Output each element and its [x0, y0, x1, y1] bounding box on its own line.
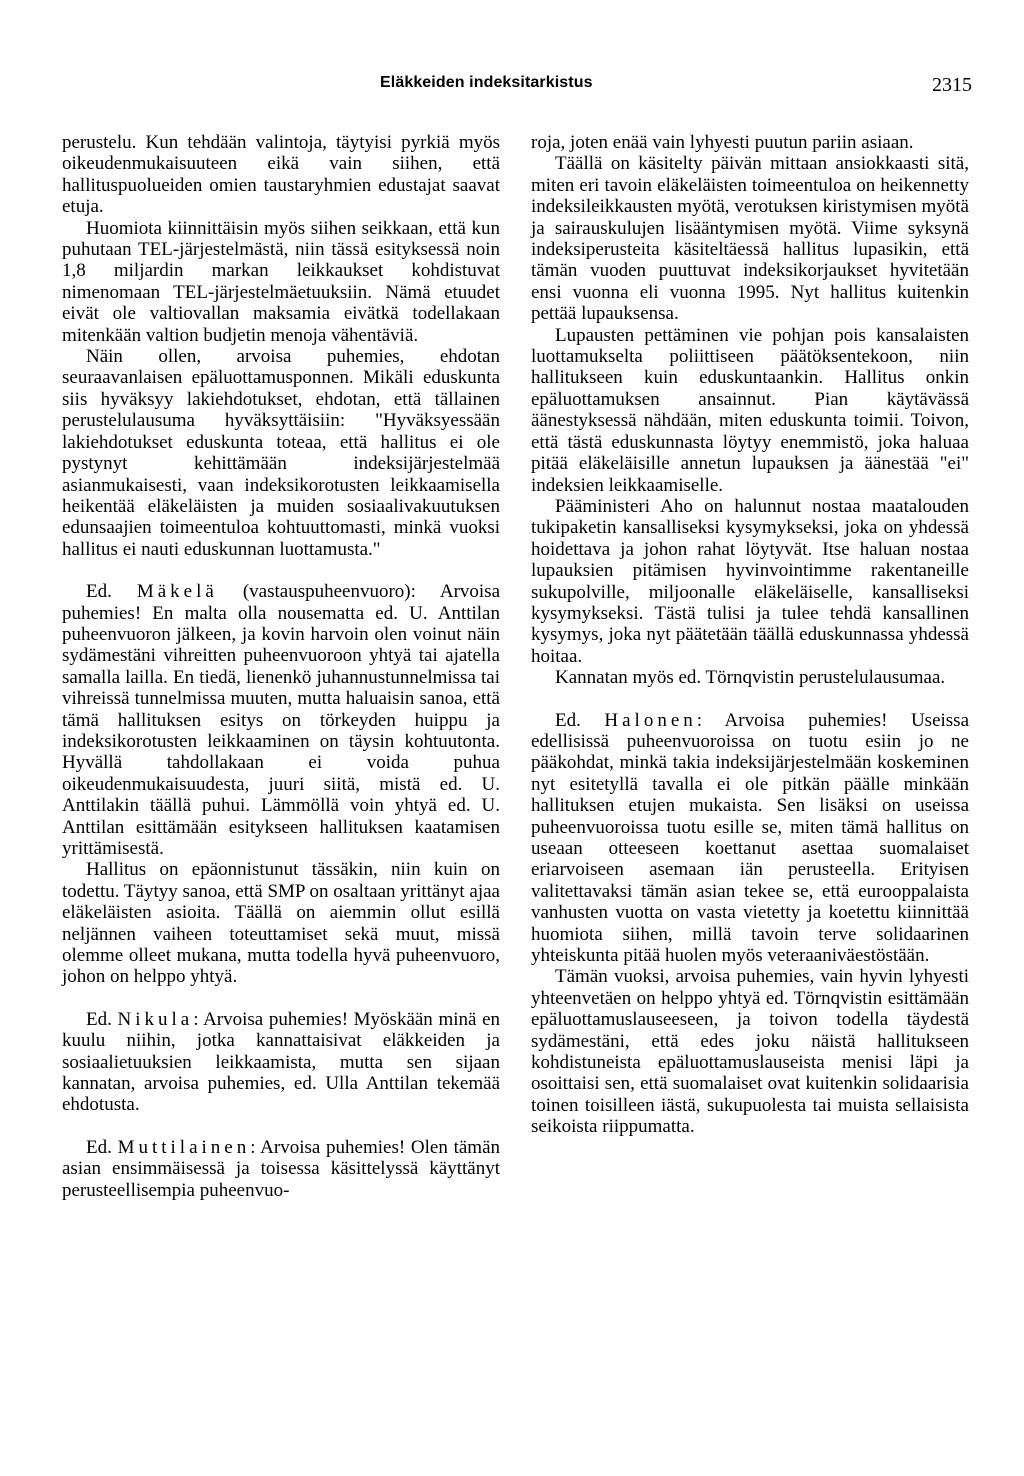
- paragraph: Pääministeri Aho on halunnut nostaa maatalouden tukipaketin kansalliseksi kysymykseksi, joka on yhdessä hoidettava ja johon rahat löytyvät. Itse haluan nostaa lupauksien pitämisen hyvinvointimme rakentaneille sukupolville, miljoonalle eläkeläiselle, kansalliseksi kysymykseksi. Tästä tulisi ja tulee tehdä kansallinen kysymys, joka nyt päätetään täällä eduskunnassa yhdessä hoitaa.: [531, 495, 969, 667]
- speaker-name: Halonen: [604, 709, 697, 731]
- speaker-prefix: Ed.: [86, 1008, 112, 1030]
- speaker-name: Nikula: [117, 1008, 194, 1030]
- running-title: Eläkkeiden indeksitarkistus: [380, 74, 593, 91]
- left-column: [62, 132, 500, 1201]
- speech-text: : Arvoisa puhemies! Myöskään minä en kuulu niihin, jotka kannattaisivat eläkkeiden ja sosiaalietuuksien leikkaamista, mutta sen sijaan kannatan, arvoisa puhemies, ed. Ulla Anttilan tekemää ehdotusta.: [62, 1008, 501, 1116]
- paragraph: Tämän vuoksi, arvoisa puhemies, vain hyvin lyhyesti yhteenvetäen on helppo yhtyä ed. Törnqvistin esittämään epäluottamuslauseeseen, ja toivon todella täydestä sydämestäni, että edes joku näistä hallitukseen kohdistuneista epäluottamuslauseista menisi läpi ja osoittaisi sen, että suomalaiset ovat kuitenkin solidaarisia toinen toisilleen iästä, sukupuolesta tai muista sellaisista seikoista riippumatta.: [531, 966, 969, 1138]
- paragraph: roja, joten enää vain lyhyesti puutun pariin asiaan.: [531, 132, 914, 153]
- speaker-prefix: Ed.: [555, 709, 581, 731]
- paragraph: Hallitus on epäonnistunut tässäkin, niin kuin on todettu. Täytyy sanoa, että SMP on osaltaan yrittänyt ajaa eläkeläisten asioita. Täällä on aiemmin ollut esillä neljännen vaiheen toteuttamiset sekä muut, missä olemme olleet mukana, mutta todella hyvä puheenvuoro, johon on helppo yhtyä.: [62, 859, 500, 988]
- speech-text: : Arvoisa puhemies! Useissa edellisissä puheenvuoroissa on tuotu esiin jo ne pääkohdat, minkä takia indeksijärjestelmään koskeminen nyt esitetyllä tavalla ei ole pitkän päälle minkään hallituksen etujen mukaista. Sen lisäksi on useissa puheenvuoroissa tuotu esille se, miten tämä hallitus on useaan otteeseen koettanut asettaa suomalaiset eriarvoiseen asemaan iän perusteella. Erityisen valitettavaksi tämän asian tekee se, että eurooppalaista vanhusten vuotta on vasta vietetty ja koetettu kiinnittää huomiota siihen, millä tavoin terve solidaarinen yhteiskunta pitää huolen myös veteraaniväestöstään.: [531, 709, 969, 967]
- speaker-prefix: Ed.: [86, 1136, 112, 1158]
- speech-nikula: [62, 1009, 500, 1116]
- speech-makela: [62, 581, 500, 859]
- paragraph: Näin ollen, arvoisa puhemies, ehdotan seuraavanlaisen epäluottamusponnen. Mikäli eduskunta siis hyväksyy lakiehdotukset, ehdotan, että tällainen perustelulausuma hyväksyttäisiin: "Hyväksyessään lakiehdotukset eduskunta toteaa, että hallitus ei ole pystynyt kehittämään indeksijärjestelmää asianmukaisesti, vaan indeksikorotusten leikkaamisella heikentää eläkeläisten ja muiden sosiaalivakuutuksen edunsaajien toimeentuloa kohtuuttomasti, minkä vuoksi hallitus ei nauti eduskunnan luottamusta.": [62, 346, 500, 560]
- paragraph: Lupausten pettäminen vie pohjan pois kansalaisten luottamukselta poliittiseen päätöksentekoon, niin hallitukseen kuin eduskuntaankin. Hallitus onkin epäluottamuksen ansainnut. Pian käytävässä äänestyksessä nähdään, miten eduskunta toimii. Toivon, että tästä eduskunnasta löytyy enemmistö, joka haluaa pitää eläkeläisille annetun lupauksen ja äänestää "ei" indeksien leikkaamiselle.: [531, 324, 969, 496]
- paragraph: Huomiota kiinnittäisin myös siihen seikkaan, että kun puhutaan TEL-järjestelmästä, niin tässä esityksessä noin 1,8 miljardin markan leikkaukset kohdistuvat nimenomaan TEL-järjestelmäetuuksiin. Nämä etuudet eivät ole valtiovallan maksamia eivätkä todellakaan mitenkään valtion budjetin menoja vähentäviä.: [62, 217, 500, 346]
- right-column: [531, 132, 969, 1138]
- speech-text: (vastauspuheenvuoro): Arvoisa puhemies! En malta olla nousematta ed. U. Anttilan puheenvuoron jälkeen, ja kovin harvoin olen voinut näin sydämestäni vihreitten puheenvuoroon yhtyä tai ajatella samalla lailla. En tiedä, lienenkö juhannustunnelmissa tai vihreissä tunnelmissa muuten, mutta haluaisin sanoa, että tämä hallituksen esitys on törkeyden huippu ja indeksikorotusten leikkaaminen on täysin kohtuutonta. Hyvällä tahdollakaan ei voida puhua oikeudenmukaisuudesta, juuri siitä, mistä ed. U. Anttilakin täällä puhui. Lämmöllä voin yhtyä ed. U. Anttilan esittämään esitykseen hallituksen kaatamisen yrittämisestä.: [62, 581, 501, 859]
- speaker-name: Mäkelä: [136, 581, 218, 603]
- speech-text: : Arvoisa puhemies! Olen tämän asian ensimmäisessä ja toisessa käsittelyssä käyttänyt perusteellisempia puheenvuo-: [62, 1136, 500, 1201]
- speech-halonen: [531, 710, 969, 967]
- paragraph: perustelu. Kun tehdään valintoja, täytyisi pyrkiä myös oikeudenmukaisuuteen eikä vain siihen, että hallituspuolueiden omien taustaryhmien edustajat saavat etuja.: [62, 132, 500, 218]
- paragraph: Täällä on käsitelty päivän mittaan ansiokkaasti sitä, miten eri tavoin eläkeläisten toimeentuloa on heikennetty indeksileikkausten myötä, verotuksen kiristymisen myötä ja sairauskulujen lisääntymisen myötä. Viime syksynä indeksiperusteita käsiteltäessä hallitus lupasikin, että tämän vuoden puuttuvat indeksikorjaukset hyvitetään ensi vuonna eli vuonna 1995. Nyt hallitus kuitenkin pettää lupauksensa.: [531, 153, 969, 325]
- paragraph: Kannatan myös ed. Törnqvistin perustelulausumaa.: [555, 667, 946, 689]
- speaker-name: Muttilainen: [117, 1136, 251, 1158]
- speech-muttilainen: [62, 1137, 500, 1201]
- speaker-prefix: Ed.: [86, 581, 112, 603]
- page-number: 2315: [932, 74, 972, 96]
